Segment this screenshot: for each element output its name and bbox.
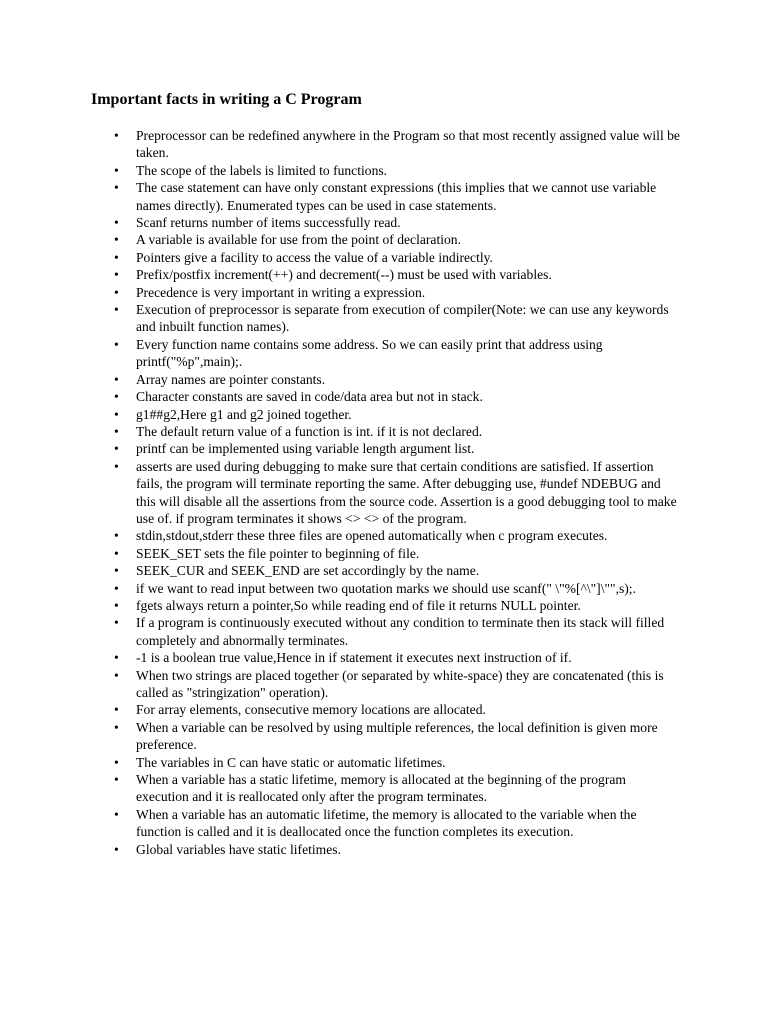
- fact-list-item: • Execution of preprocessor is separate from execution of compiler(Note: we can use any keywords and inbuilt function names).: [136, 301, 680, 336]
- fact-list-item: • The case statement can have only constant expressions (this implies that we cannot use variable names directly). Enumerated types can be used in case statements.: [136, 179, 680, 214]
- fact-list-item: • SEEK_SET sets the file pointer to beginning of file.: [136, 545, 680, 562]
- fact-list-item: • g1##g2,Here g1 and g2 joined together.: [136, 406, 680, 423]
- fact-list-item: • A variable is available for use from the point of declaration.: [136, 231, 680, 248]
- fact-list-item: • If a program is continuously executed without any condition to terminate then its stack will filled completely and abnormally terminates.: [136, 614, 680, 649]
- fact-list-item: • For array elements, consecutive memory locations are allocated.: [136, 701, 680, 718]
- fact-list-item: • fgets always return a pointer,So while reading end of file it returns NULL pointer.: [136, 597, 680, 614]
- fact-list-item: • The default return value of a function is int. if it is not declared.: [136, 423, 680, 440]
- fact-list-item: • SEEK_CUR and SEEK_END are set accordingly by the name.: [136, 562, 680, 579]
- fact-list-item: • printf can be implemented using variable length argument list.: [136, 440, 680, 457]
- fact-list-item: • stdin,stdout,stderr these three files are opened automatically when c program executes.: [136, 527, 680, 544]
- fact-list-item: • Array names are pointer constants.: [136, 371, 680, 388]
- fact-list-item: • if we want to read input between two quotation marks we should use scanf(" \"%[^\"]\"",s);.: [136, 580, 680, 597]
- fact-list-item: • -1 is a boolean true value,Hence in if statement it executes next instruction of if.: [136, 649, 680, 666]
- fact-list-item: • When two strings are placed together (or separated by white-space) they are concatenated (this is called as "stringization" operation).: [136, 667, 680, 702]
- fact-list-item: • When a variable can be resolved by using multiple references, the local definition is given more preference.: [136, 719, 680, 754]
- fact-list-item: • When a variable has an automatic lifetime, the memory is allocated to the variable when the function is called and it is deallocated once the function completes its execution.: [136, 806, 680, 841]
- fact-list-item: • Character constants are saved in code/data area but not in stack.: [136, 388, 680, 405]
- fact-list-item: • Every function name contains some address. So we can easily print that address using printf("%p",main);.: [136, 336, 680, 371]
- fact-list-item: • Preprocessor can be redefined anywhere in the Program so that most recently assigned value will be taken.: [136, 127, 680, 162]
- fact-list-item: • When a variable has a static lifetime, memory is allocated at the beginning of the program execution and it is reallocated only after the program terminates.: [136, 771, 680, 806]
- fact-list-item: • asserts are used during debugging to make sure that certain conditions are satisfied. If assertion fails, the program will terminate reporting the same. After debugging use, #undef NDEBUG and this will disable all the assertions from the source code. Assertion is a good debugging tool to make use of. if program terminates it shows <> <> of the program.: [136, 458, 680, 528]
- fact-list-item: • Scanf returns number of items successfully read.: [136, 214, 680, 231]
- fact-list-item: • The scope of the labels is limited to functions.: [136, 162, 680, 179]
- fact-list-item: • The variables in C can have static or automatic lifetimes.: [136, 754, 680, 771]
- fact-list-item: • Prefix/postfix increment(++) and decrement(--) must be used with variables.: [136, 266, 680, 283]
- fact-list-item: • Global variables have static lifetimes.: [136, 841, 680, 858]
- page-title: Important facts in writing a C Program: [91, 91, 362, 108]
- fact-list-item: • Precedence is very important in writing a expression.: [136, 284, 680, 301]
- fact-list-item: • Pointers give a facility to access the value of a variable indirectly.: [136, 249, 680, 266]
- facts-list: [136, 127, 680, 858]
